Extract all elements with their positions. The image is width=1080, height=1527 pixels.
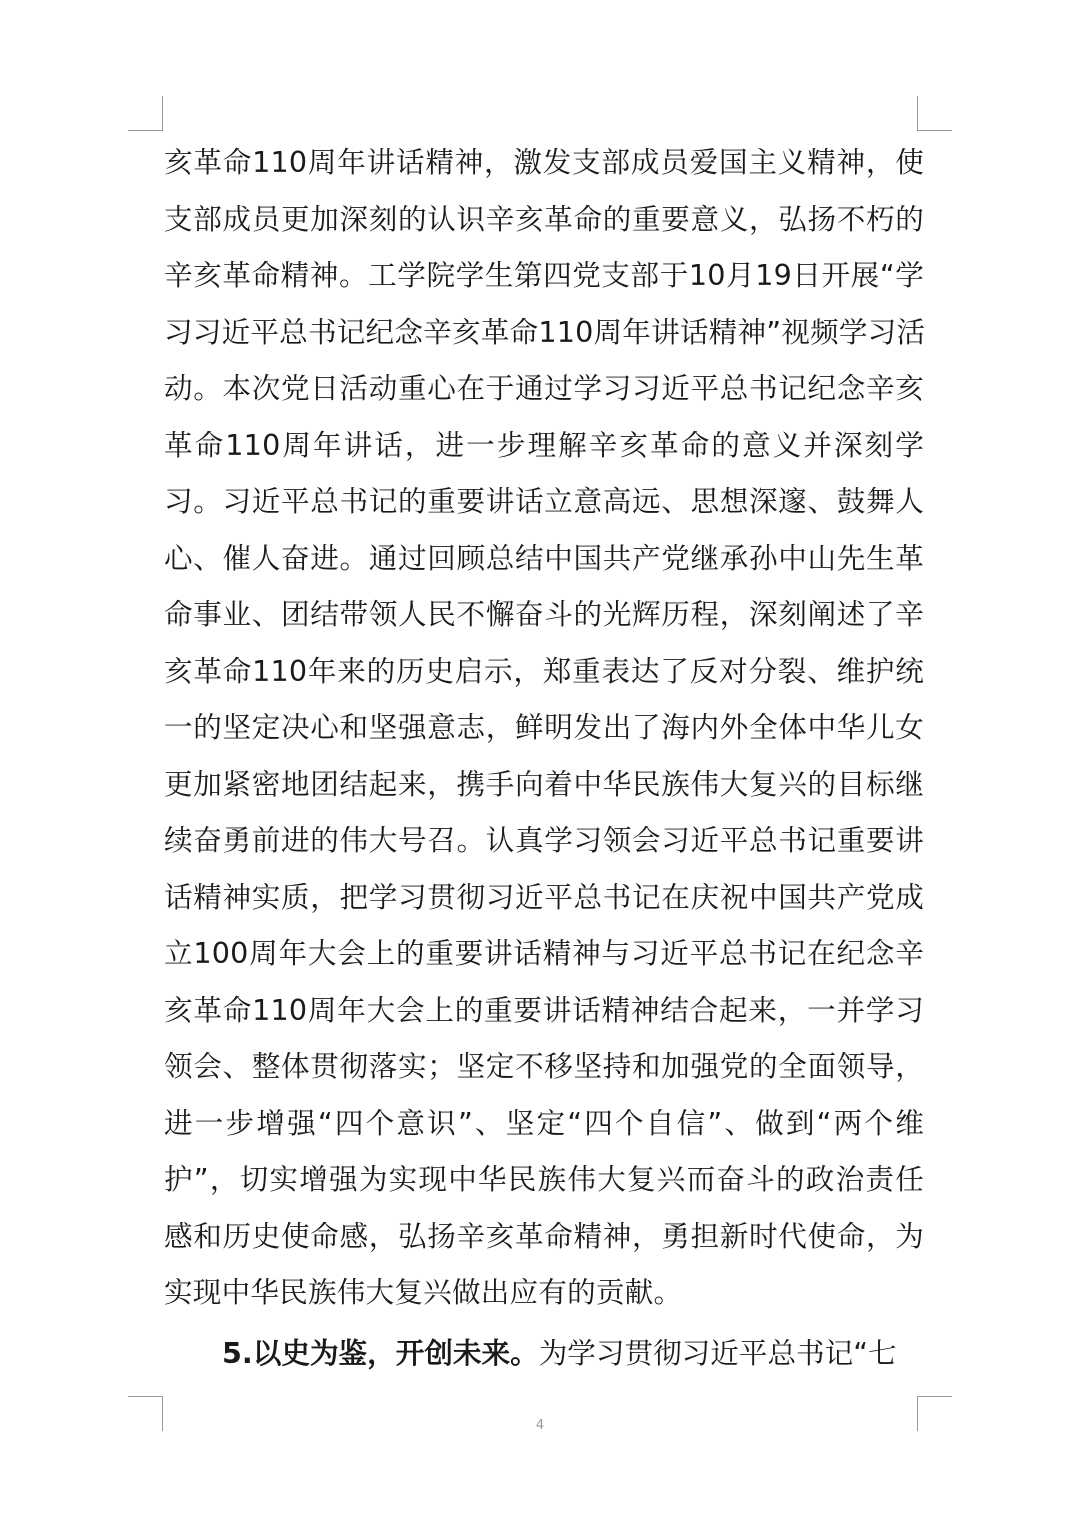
- text-line: 进一步增强“四个意识”、坚定“四个自信”、做到“两个维: [164, 1105, 924, 1140]
- text-line: 感和历史使命感，弘扬辛亥革命精神，勇担新时代使命，为: [164, 1218, 924, 1253]
- text-line: 习。习近平总书记的重要讲话立意高远、思想深邃、鼓舞人: [164, 484, 924, 518]
- section-5-text: 为学习贯彻习近平总书记“七: [538, 1335, 897, 1370]
- text-line: 立100周年大会上的重要讲话精神与习近平总书记在纪念辛: [164, 936, 924, 970]
- text-line: 习习近平总书记纪念辛亥革命110周年讲话精神”视频学习活: [164, 314, 926, 349]
- section-5-paragraph: [164, 1323, 924, 1383]
- text-line: 亥革命110周年大会上的重要讲话精神结合起来，一并学习: [164, 992, 924, 1027]
- text-line: 心、催人奋进。通过回顾总结中国共产党继承孙中山先生革: [164, 540, 924, 575]
- crop-mark-top-right: [917, 96, 952, 131]
- text-line: 动。本次党日活动重心在于通过学习习近平总书记纪念辛亥: [164, 371, 924, 405]
- text-line: 辛亥革命精神。工学院学生第四党支部于10月19日开展“学: [164, 258, 924, 292]
- text-line: 亥革命110年来的历史启示，郑重表达了反对分裂、维护统: [164, 653, 924, 688]
- text-line: 实现中华民族伟大复兴做出应有的贡献。: [164, 1275, 683, 1309]
- text-line: 续奋勇前进的伟大号召。认真学习领会习近平总书记重要讲: [164, 823, 924, 857]
- section-5-heading: 5.以史为鉴，开创未来。: [222, 1335, 539, 1370]
- page-number: 4: [535, 1418, 545, 1433]
- text-line: 更加紧密地团结起来，携手向着中华民族伟大复兴的目标继: [164, 766, 924, 801]
- document-body: [164, 134, 924, 1383]
- text-line: 一的坚定决心和坚强意志，鲜明发出了海内外全体中华儿女: [164, 710, 924, 744]
- text-line: 革命110周年讲话，进一步理解辛亥革命的意义并深刻学: [164, 427, 924, 462]
- text-line: 护”，切实增强为实现中华民族伟大复兴而奋斗的政治责任: [164, 1162, 924, 1196]
- text-line: 领会、整体贯彻落实；坚定不移坚持和加强党的全面领导，: [164, 1049, 924, 1083]
- text-line: 话精神实质，把学习贯彻习近平总书记在庆祝中国共产党成: [164, 879, 924, 914]
- text-line: 命事业、团结带领人民不懈奋斗的光辉历程，深刻阐述了辛: [164, 597, 924, 631]
- crop-mark-top-left: [128, 96, 163, 131]
- text-line: 亥革命110周年讲话精神，激发支部成员爱国主义精神，使: [164, 145, 924, 179]
- text-line: 支部成员更加深刻的认识辛亥革命的重要意义，弘扬不朽的: [164, 201, 924, 236]
